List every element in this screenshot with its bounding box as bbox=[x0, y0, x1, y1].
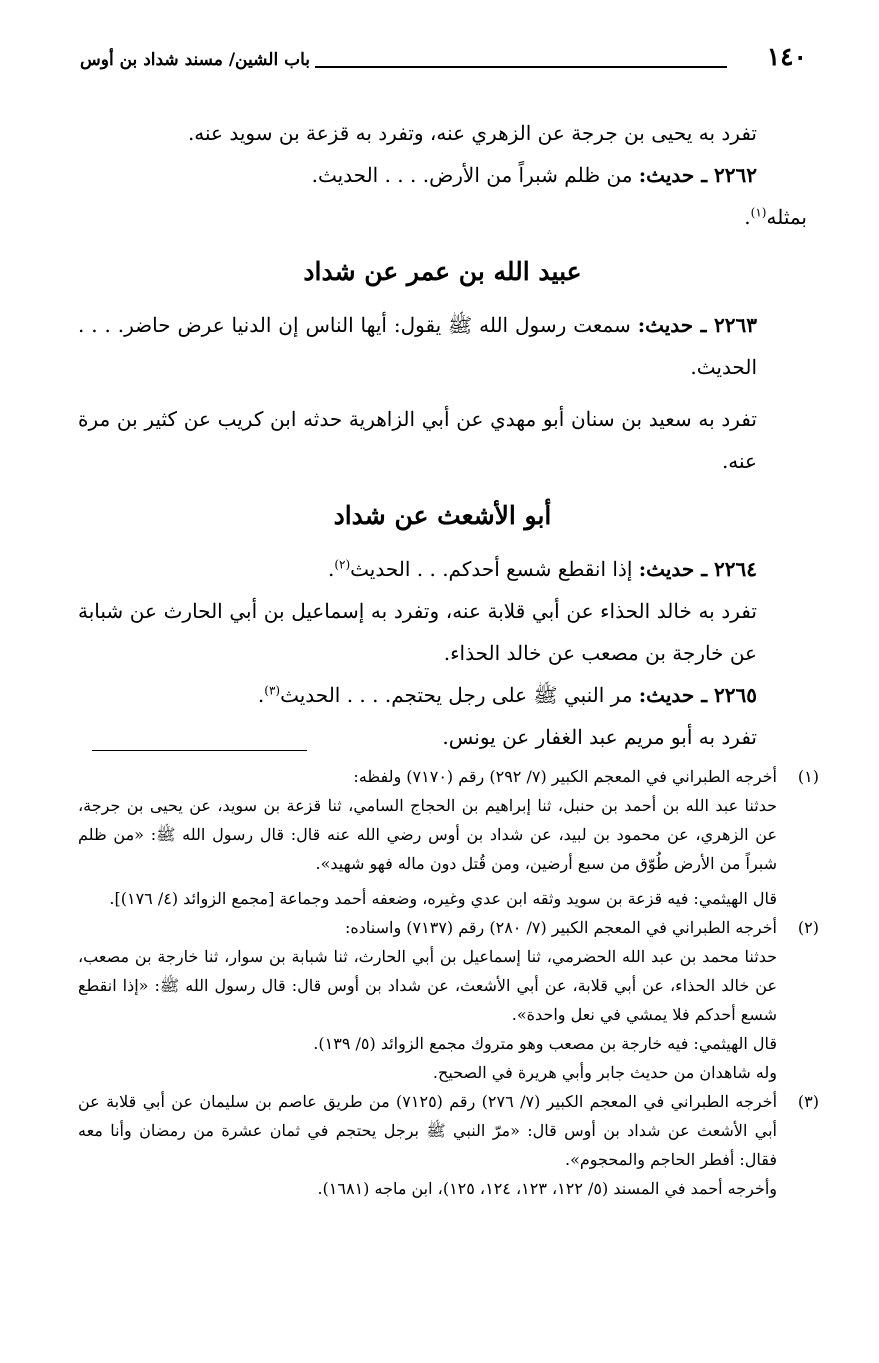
hadith-text: مر النبي ﷺ على رجل يحتجم. . . . الحديث bbox=[280, 683, 633, 707]
paragraph-text: بمثله bbox=[766, 205, 807, 229]
footnote-2 bbox=[78, 913, 819, 942]
section-heading: أبو الأشعث عن شداد bbox=[333, 501, 552, 530]
footnote-paragraph: حدثنا محمد بن عبد الله الحضرمي، ثنا إسماعيل بن أبي الحارث، ثنا شبابة بن سوار، ثنا خارجة بن مصعب، عن خالد الحذاء، عن أبي قلابة، عن أبي الأشعث، عن شداد بن أوس قال: قال رسول الله ﷺ: «إذا انقطع شسع أحدكم فلا يمشي في نعل واحدة». bbox=[78, 947, 777, 1024]
footnote-mark: (٣) bbox=[797, 1092, 819, 1111]
footnote-text: أخرجه الطبراني في المعجم الكبير (٧/ ٢٩٢) رقم (٧١٧٠) ولفظه: bbox=[353, 767, 777, 786]
footnote-ref: (٣) bbox=[264, 683, 281, 698]
page-header bbox=[80, 38, 807, 78]
running-title: باب الشين/ مسند شداد بن أوس bbox=[80, 50, 310, 70]
footnote-paragraph: قال الهيثمي: فيه خارجة بن مصعب وهو متروك مجمع الزوائد (٥/ ١٣٩). bbox=[313, 1034, 777, 1053]
footnote-3 bbox=[78, 1087, 819, 1174]
footnote-ref: (١) bbox=[750, 205, 767, 220]
footnote-text: أخرجه الطبراني في المعجم الكبير (٧/ ٢٧٦) رقم (٧١٢٥) من طريق عاصم بن سليمان عن أبي قلابة عن أبي الأشعث عن شداد بن أوس قال: «مرّ النبي ﷺ برجل يحتجم في ثمان عشرة من رمضان وأنا معه فقال: أفطر الحاجم والمحجوم». bbox=[78, 1092, 778, 1169]
footnote-separator bbox=[92, 750, 307, 751]
footnote-ref: (٢) bbox=[334, 557, 351, 572]
footnote-paragraph: حدثنا عبد الله بن أحمد بن حنبل، ثنا إبراهيم بن الحجاج السامي، ثنا قزعة بن سويد، عن يحيى بن جرجة، عن الزهري، عن محمود بن لبيد، عن شداد بن أوس رضي الله عنه قال: قال رسول الله ﷺ: «من ظلم شبراً من الأرض طُوّق من سبع أرضين، ومن قُتل دون ماله فهو شهيد». bbox=[78, 796, 777, 873]
hadith-text: من ظلم شبراً من الأرض. . . . الحديث. bbox=[311, 163, 633, 187]
hadith-2264: ٢٢٦٤ ـ حديث: إذا انقطع شسع أحدكم. . . الحديث$^{(٢)}$. bbox=[327, 557, 757, 581]
hadith-text: سمعت رسول الله ﷺ يقول: أيها الناس إن الدنيا عرض حاضر. . . . الحديث. bbox=[78, 313, 757, 379]
hadith-2262 bbox=[78, 154, 807, 196]
header-rule bbox=[315, 66, 727, 68]
hadith-2265: ٢٢٦٥ ـ حديث: مر النبي ﷺ على رجل يحتجم. . . . الحديث$^{(٣)}$. bbox=[257, 683, 757, 707]
paragraph: تفرد به سعيد بن سنان أبو مهدي عن أبي الزاهرية حدثه ابن كريب عن كثير بن مرة عنه. bbox=[78, 407, 757, 473]
paragraph: بمثله$^{(١)}$. bbox=[744, 205, 807, 229]
footnotes bbox=[78, 762, 819, 1203]
footnote-mark: (٢) bbox=[797, 918, 819, 937]
hadith-number: ٢٢٦٤ ـ حديث: bbox=[638, 557, 757, 581]
section-heading: عبيد الله بن عمر عن شداد bbox=[303, 257, 582, 286]
footnote-paragraph: وأخرجه أحمد في المسند (٥/ ١٢٢، ١٢٣، ١٢٤، ١٢٥)، ابن ماجه (١٦٨١). bbox=[317, 1179, 777, 1198]
paragraph: تفرد به خالد الحذاء عن أبي قلابة عنه، وتفرد به إسماعيل بن أبي الحارث عن شبابة عن خارجة بن مصعب عن خالد الحذاء. bbox=[78, 599, 757, 665]
footnote-mark: (١) bbox=[797, 767, 819, 786]
main-text bbox=[78, 112, 807, 758]
hadith-text: إذا انقطع شسع أحدكم. . . الحديث bbox=[350, 557, 633, 581]
footnote-paragraph: وله شاهدان من حديث جابر وأبي هريرة في الصحيح. bbox=[432, 1063, 777, 1082]
paragraph: تفرد به يحيى بن جرجة عن الزهري عنه، وتفرد به قزعة بن سويد عنه. bbox=[187, 121, 757, 145]
paragraph: تفرد به أبو مريم عبد الغفار عن يونس. bbox=[442, 725, 757, 749]
hadith-number: ٢٢٦٥ ـ حديث: bbox=[638, 683, 757, 707]
page-number: ١٤٠ bbox=[766, 42, 807, 71]
footnote-1 bbox=[78, 762, 819, 791]
hadith-number: ٢٢٦٢ ـ حديث: bbox=[638, 163, 757, 187]
footnote-paragraph: قال الهيثمي: فيه قزعة بن سويد وثقه ابن عدي وغيره، وضعفه أحمد وجماعة [مجمع الزوائد (٤/ ١٧٦)]. bbox=[109, 889, 777, 908]
hadith-2263 bbox=[78, 304, 807, 388]
footnote-text: أخرجه الطبراني في المعجم الكبير (٧/ ٢٨٠) رقم (٧١٣٧) واسناده: bbox=[345, 918, 777, 937]
hadith-number: ٢٢٦٣ ـ حديث: bbox=[637, 313, 758, 337]
